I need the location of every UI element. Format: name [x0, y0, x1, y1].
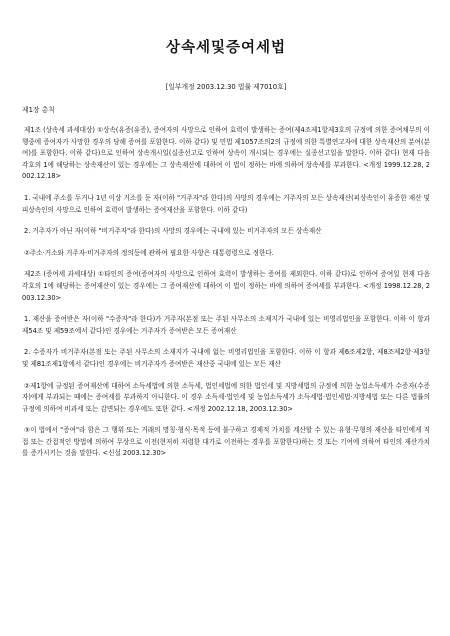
article-2-item-1: 1. 재산을 증여받은 자(이하 "수증자"라 한다)가 거주자(본점 또는 주된 사무소의 소재지가 국내에 있는 비영리법인을 포함한다. 이하 이 항과 제54조 및 제59조에서 같다)인 경우에는 거주자가 증여받은 모든 증여재산 [22, 315, 430, 335]
article-2-paragraph-1: 제2조 (증여세 과세대상) ①타인의 증여(증여자의 사망으로 인하여 효력이 발생하는 증여를 제외한다. 이하 같다)로 인하여 증여일 현재 다음 각호의 1에 해당하는 증여재산이 있는 경우에는 그 증여재산에 대하여 이 법이 정하는 바에 의하여 증여세를 부과한다. <개정 1998.12.28, 2003.12.30> [22, 270, 430, 302]
article-2-paragraph-3: ③이 법에서 "증여"라 함은 그 행위 또는 거래의 명칭·형식·목적 등에 불구하고 경제적 가치를 계산할 수 있는 유형·무형의 재산을 타인에게 직접 또는 간접적인 방법에 의하여 무상으로 이전(현저히 저렴한 대가로 이전하는 경우를 포함한다)하는 것 또는 기여에 의하여 타인의 재산가치를 증가시키는 것을 말한다. <신설 2003.12.30> [22, 426, 430, 458]
amendment-line: [일부개정 2003.12.30 법률 제7010호] [165, 83, 287, 91]
article-1-paragraph-2: ②주소·거소와 거주자·비거주자의 정의등에 관하여 필요한 사항은 대통령령으로 정한다. [24, 248, 274, 257]
article-2-paragraph-2: ②제1항에 규정된 증여재산에 대하여 소득세법에 의한 소득세, 법인세법에 의한 법인세 및 지방세법의 규정에 의한 농업소득세가 수증자(수증자)에게 부과되는 때에는 증여세를 부과하지 아니한다. 이 경우 소득세·법인세 및 농업소득세가 소득세법·법인세법·지방세법 또는 다른 법률의 규정에 의하여 비과세 또는 감면되는 경우에도 또한 같다. <개정 2002.12.18, 2003.12.30> [22, 381, 430, 413]
article-1-item-1: 1. 국내에 주소를 두거나 1년 이상 거소를 둔 자(이하 "거주자"라 한다)의 사망의 경우에는 거주자의 모든 상속재산(피상속인이 유증한 재산 및 피상속인의 사망으로 인하여 효력이 발생하는 증여재산을 포함한다. 이하 같다) [22, 193, 430, 214]
article-2-item-2: 2. 수증자가 비거주자(본점 또는 주된 사무소의 소재지가 국내에 없는 비영리법인을 포함한다. 이하 이 항과 제6조제2항, 제8조제2항·제3항 및 제81조제1항에서 같다)인 경우에는 비거주자가 증여받은 재산중 국내에 있는 모든 재산 [22, 348, 430, 368]
article-1-item-2: 2. 거주자가 아닌 자(이하 "비거주자"라 한다)의 사망의 경우에는 국내에 있는 비거주자의 모든 상속재산 [24, 227, 322, 236]
article-1-paragraph-1: 제1조 (상속세 과세대상) ①상속(유증(유증), 증여자의 사망으로 인하여 효력이 발생하는 증여(제4조제1항제3호의 규정에 의한 증여채무의 이행중에 증여자가 사망한 경우의 당해 증여를 포함한다. 이하 같다) 및 민법 제1057조의2의 규정에 의한 특별연고자에 대한 상속재산의 분여(분여)를 포함한다. 이하 같다)으로 인하여 상속개시일(실종선고로 인하여 상속이 개시되는 경우에는 실종선고일을 말한다. 이하 같다) 현재 다음 각호의 1에 해당하는 상속재산이 있는 경우에는 그 상속재산에 대하여 이 법이 정하는 바에 의하여 상속세를 부과한다. <개정 1999.12.28, 2002.12.18> [22, 126, 430, 181]
chapter-heading: 제1장 총칙 [22, 106, 55, 114]
document-title: 상속세및증여세법 [165, 39, 287, 56]
